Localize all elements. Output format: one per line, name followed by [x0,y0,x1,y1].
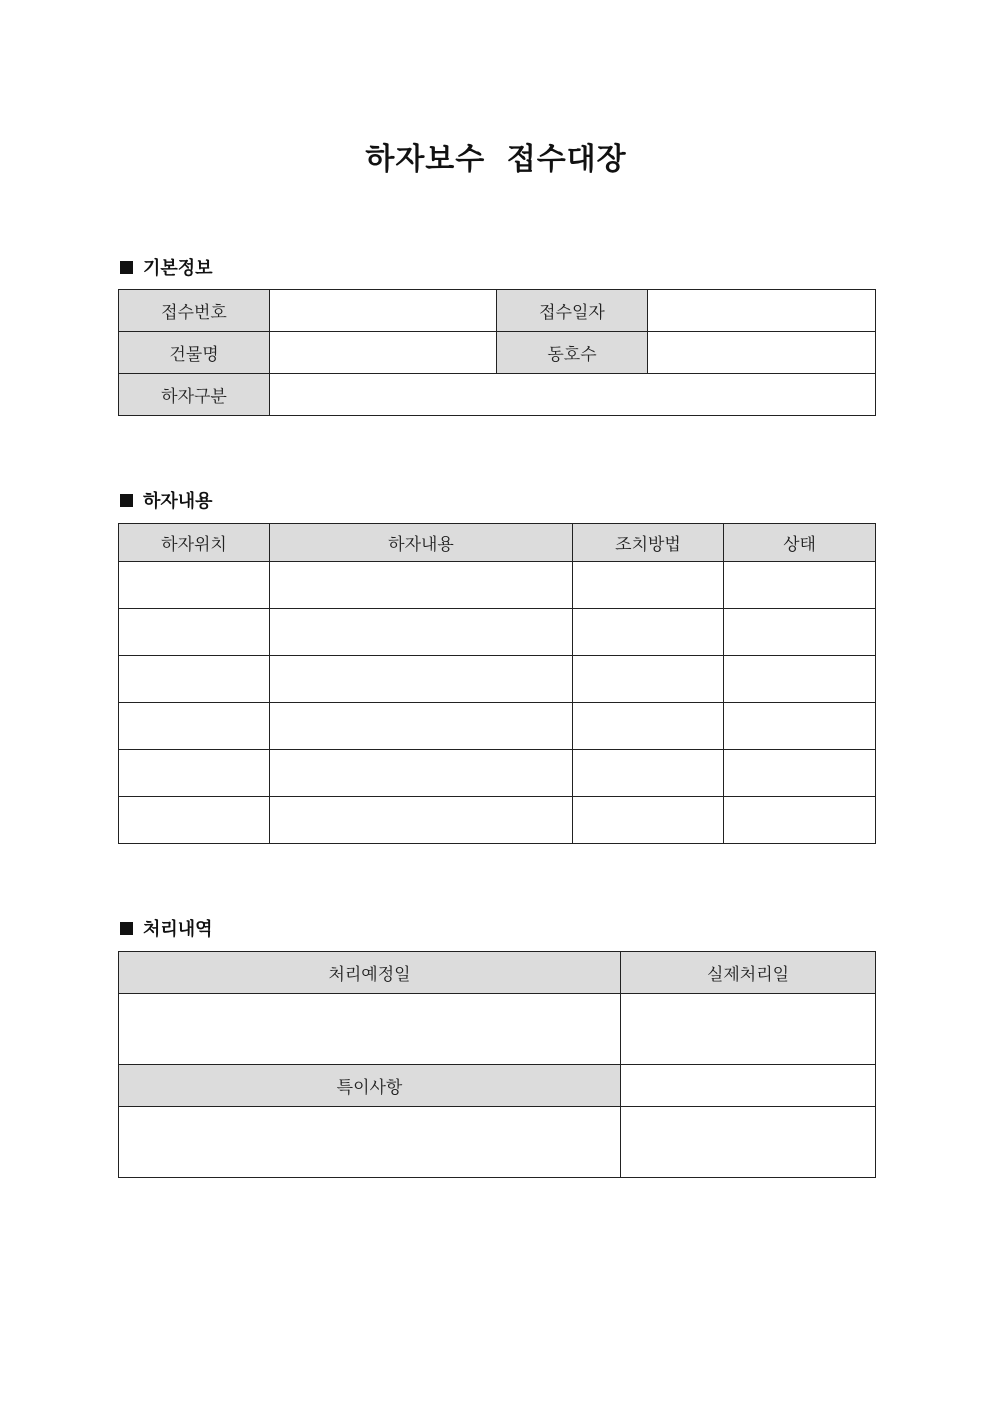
unit-number-label: 동호수 [497,332,648,374]
location-cell[interactable] [119,609,270,656]
square-bullet-icon [120,494,133,507]
status-cell[interactable] [724,703,876,750]
building-name-field[interactable] [270,332,497,374]
remarks-field[interactable] [119,1107,621,1178]
action-cell[interactable] [573,750,724,797]
table-row [119,656,876,703]
description-cell[interactable] [270,656,573,703]
column-header-status: 상태 [724,524,876,562]
basic-info-heading-label: 기본정보 [143,258,213,279]
scheduled-date-label: 처리예정일 [119,952,621,994]
description-cell[interactable] [270,703,573,750]
square-bullet-icon [120,261,133,274]
column-header-action: 조치방법 [573,524,724,562]
processing-heading [120,915,213,941]
action-cell[interactable] [573,562,724,609]
remarks-label: 특이사항 [119,1065,621,1107]
actual-date-field[interactable] [621,994,876,1065]
defect-details-heading-label: 하자내용 [143,491,213,512]
table-row [119,703,876,750]
defect-details-table [118,523,876,844]
action-cell[interactable] [573,609,724,656]
page-title: 하자보수 접수대장 [365,142,627,177]
status-cell[interactable] [724,609,876,656]
status-cell[interactable] [724,562,876,609]
table-row [119,750,876,797]
receipt-number-field[interactable] [270,290,497,332]
location-cell[interactable] [119,656,270,703]
defect-type-label: 하자구분 [119,374,270,416]
basic-info-table [118,289,876,416]
description-cell[interactable] [270,750,573,797]
status-cell[interactable] [724,750,876,797]
unit-number-field[interactable] [648,332,876,374]
receipt-number-label: 접수번호 [119,290,270,332]
location-cell[interactable] [119,562,270,609]
receipt-date-field[interactable] [648,290,876,332]
table-row [119,609,876,656]
actual-date-label: 실제처리일 [621,952,876,994]
basic-info-heading [120,254,213,280]
description-cell[interactable] [270,797,573,844]
location-cell[interactable] [119,703,270,750]
scheduled-date-field[interactable] [119,994,621,1065]
table-row [119,562,876,609]
remarks-side-field[interactable] [621,1065,876,1107]
description-cell[interactable] [270,609,573,656]
building-name-label: 건물명 [119,332,270,374]
status-cell[interactable] [724,797,876,844]
processing-heading-label: 처리내역 [143,919,213,940]
remarks-extra-field[interactable] [621,1107,876,1178]
action-cell[interactable] [573,797,724,844]
receipt-date-label: 접수일자 [497,290,648,332]
table-row [119,797,876,844]
description-cell[interactable] [270,562,573,609]
processing-table [118,951,876,1178]
action-cell[interactable] [573,656,724,703]
defect-details-heading [120,487,213,513]
location-cell[interactable] [119,797,270,844]
action-cell[interactable] [573,703,724,750]
location-cell[interactable] [119,750,270,797]
column-header-location: 하자위치 [119,524,270,562]
status-cell[interactable] [724,656,876,703]
square-bullet-icon [120,922,133,935]
defect-type-field[interactable] [270,374,876,416]
column-header-description: 하자내용 [270,524,573,562]
